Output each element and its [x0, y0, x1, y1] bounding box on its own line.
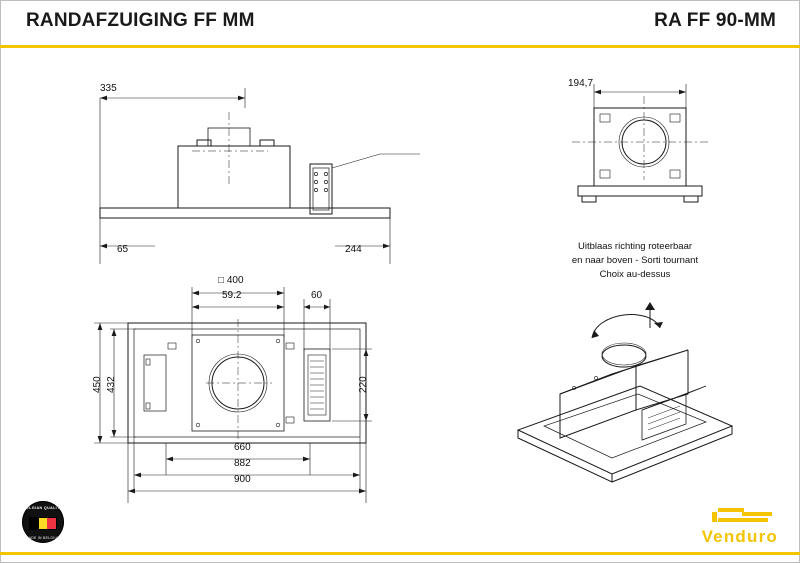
outlet-note-line-2: en naar boven - Sorti tournant [571, 255, 699, 266]
venduro-mark-icon [712, 506, 778, 526]
dim-882: 882 [234, 458, 251, 469]
brand-name: Venduro [701, 527, 778, 546]
badge-bottom-text: MADE IN BELGIUM [25, 536, 61, 540]
belgian-quality-badge [22, 501, 64, 543]
page-title: RANDAFZUIGING FF MM [26, 10, 255, 31]
dim-335: 335 [100, 83, 117, 94]
drawing-area [0, 48, 800, 553]
dim-400: □ 400 [218, 275, 244, 286]
outlet-note [530, 240, 740, 282]
dim-65: 65 [117, 244, 129, 255]
header [0, 0, 800, 46]
dim-244: 244 [345, 244, 362, 255]
badge-ring-text: BELGIAN QUALITY [23, 506, 63, 510]
dim-900: 900 [234, 474, 251, 485]
side-view [520, 70, 750, 250]
footer-accent-rule [0, 552, 800, 555]
dim-220: 220 [358, 376, 369, 393]
front-view [60, 68, 480, 268]
outlet-note-line-3: Choix au-dessus [599, 269, 671, 280]
dim-660: 660 [234, 442, 251, 453]
belgian-flag-icon [29, 517, 57, 530]
dim-450: 450 [92, 376, 103, 393]
model-code: RA FF 90-MM [654, 10, 776, 31]
brand-logo [702, 506, 778, 547]
dim-432: 432 [106, 376, 117, 393]
dim-60: 60 [311, 290, 323, 301]
outlet-note-line-1: Uitblaas richting roteerbaar [577, 241, 693, 252]
isometric-view [500, 298, 750, 498]
dim-194-7: 194,7 [568, 78, 594, 89]
dim-59-2: 59.2 [222, 290, 242, 301]
